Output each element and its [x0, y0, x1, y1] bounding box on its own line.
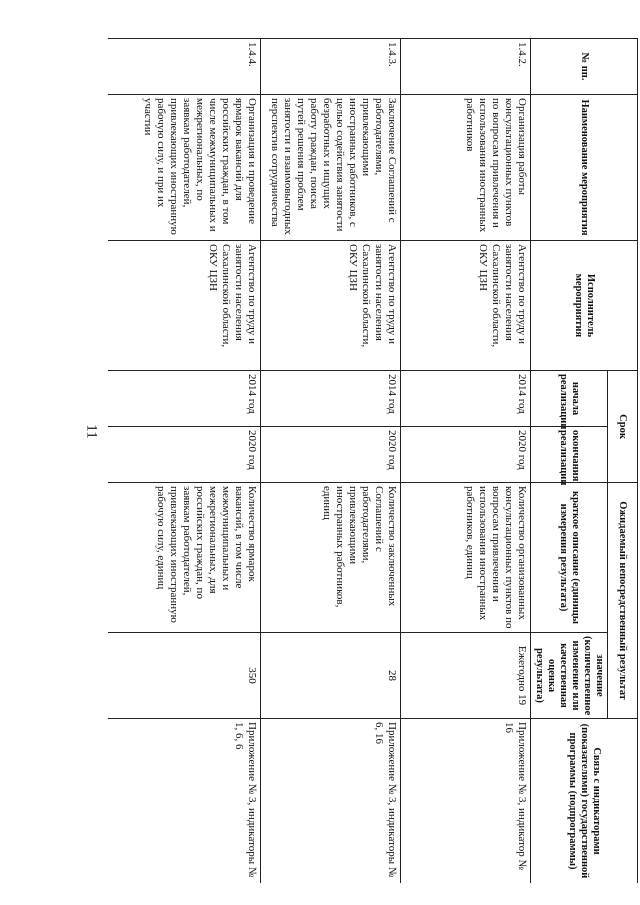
table-row [261, 39, 401, 884]
row-value: Ежегодно 19 [401, 633, 531, 719]
row-executor: Агентство по труду и занятости населения Сахалинской области, ОКУ ЦЗН [261, 241, 401, 371]
row-link: Приложение № 3, индикатор № 16 [401, 719, 531, 883]
row-num: 1.4.3. [261, 39, 401, 95]
activities-table [108, 38, 638, 883]
row-desc: Количество ярмарок вакансий, в том числе межмуниципальных и межрегиональных, для российских граждан, по заявкам работодателей, привлекающих иностранную рабочую силу, единиц [108, 483, 261, 633]
page-number: 11 [83, 424, 100, 439]
row-value: 350 [108, 633, 261, 719]
row-value: 28 [261, 633, 401, 719]
row-desc: Количество заключенных Соглашений с работодателями, привлекающими иностранных работников, единиц [261, 483, 401, 633]
row-link: Приложение № 3, индикаторы № 1, 6, 6 [108, 719, 261, 883]
row-end: 2020 год [108, 427, 261, 483]
row-start: 2014 год [401, 371, 531, 427]
row-end: 2020 год [401, 427, 531, 483]
row-name: Организация работы консультационных пунктов по вопросам привлечения и использования иностранных работников [401, 95, 531, 241]
header-expected: Ожидаемый непосредственный результат [608, 483, 638, 719]
row-desc: Количество организованных консультационных пунктов по вопросам привлечения и использования иностранных работников, единиц [401, 483, 531, 633]
row-executor: Агентство по труду и занятости населения Сахалинской области, ОКУ ЦЗН [108, 241, 261, 371]
row-name: Организация и проведение ярмарок вакансий для российских граждан, в том числе межмуниципальных и межрегиональных, по заявкам работодателей, привлекающих иностранную рабочую силу, и при их участии [108, 95, 261, 241]
row-start: 2014 год [261, 371, 401, 427]
header-term: Срок [608, 371, 638, 483]
row-end: 2020 год [261, 427, 401, 483]
header-num: № пп. [531, 39, 638, 95]
table-row [108, 39, 261, 884]
header-link: Связь с индикаторами (показателями) государственной программы (подпрограммы) [531, 719, 638, 883]
header-expected-desc: краткое описание (единицы измерения результата) [531, 483, 608, 633]
row-start: 2014 год [108, 371, 261, 427]
header-expected-value: значение (количественное изменение или качественная оценка результата) [531, 633, 608, 719]
row-num: 1.4.2. [401, 39, 531, 95]
rotated-table-container [108, 38, 638, 883]
row-link: Приложение № 3, индикаторы № 6, 16 [261, 719, 401, 883]
header-name: Наименование мероприятия [531, 95, 638, 241]
row-executor: Агентство по труду и занятости населения Сахалинской области, ОКУ ЦЗН [401, 241, 531, 371]
header-term-start: начала реализации [531, 371, 608, 427]
header-executor: Исполнитель мероприятия [531, 241, 638, 371]
row-name: Заключение Соглашений с работодателями, привлекающими иностранных работников, с целью содействия занятости безработных и ищущих работу граждан, поиска путей решения проблем занятости и взаимовыгодных перспектив сотрудничества [261, 95, 401, 241]
table-row [401, 39, 531, 884]
row-num: 1.4.4. [108, 39, 261, 95]
header-term-end: окончания реализации [531, 427, 608, 483]
table-wrapper [108, 38, 638, 883]
